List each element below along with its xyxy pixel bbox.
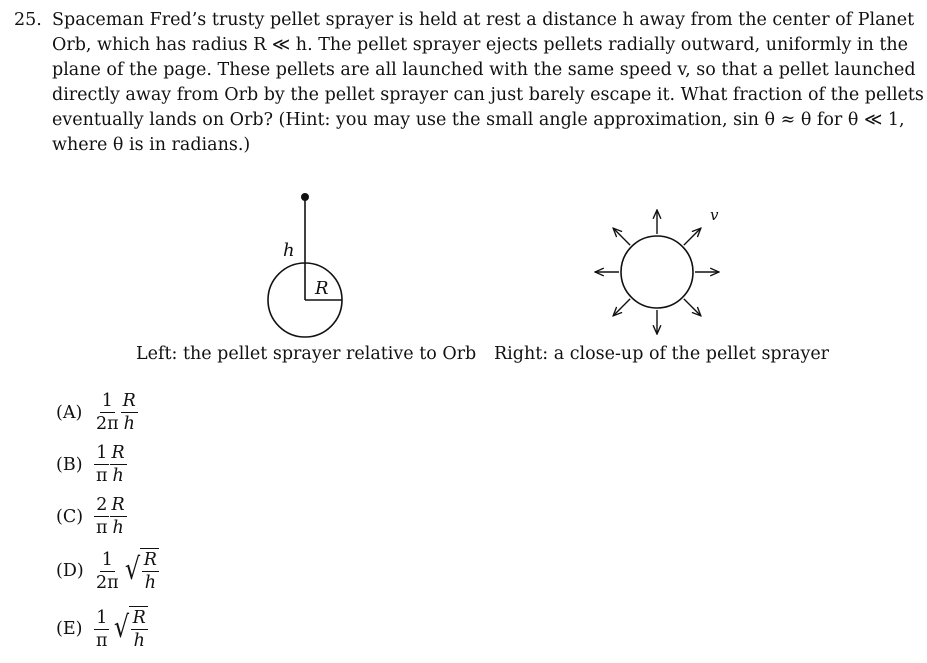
choice-b[interactable]	[56, 442, 127, 487]
right-diagram	[595, 206, 719, 334]
choice-label: (D)	[56, 561, 84, 581]
denominator: π	[96, 466, 108, 486]
denominator: 2π	[96, 572, 119, 593]
numerator: 1	[101, 391, 113, 411]
choice-label: (A)	[56, 402, 83, 423]
numerator: R	[122, 391, 136, 411]
numerator: 2	[96, 495, 108, 515]
problem-line-4: directly away from Orb by the pellet sprayer can just barely escape it. What fraction of the pellets	[52, 85, 924, 105]
velocity-arrow	[684, 228, 701, 245]
numerator: R	[143, 550, 157, 570]
sprayer-closeup	[621, 236, 693, 308]
numerator: 1	[96, 443, 108, 463]
v-label: v	[710, 206, 719, 224]
problem-line-3: plane of the page. These pellets are all launched with the same speed v, so that a pellet launched	[52, 60, 916, 80]
left-diagram	[268, 193, 342, 337]
velocity-arrow	[684, 299, 701, 316]
choice-expression	[94, 442, 127, 487]
sprayer-dot	[301, 193, 309, 201]
right-caption: Right: a close-up of the pellet sprayer	[494, 344, 830, 364]
choice-label: (C)	[56, 506, 84, 527]
velocity-arrow	[613, 228, 630, 245]
problem-line-5: eventually lands on Orb? (Hint: you may use the small angle approximation, sin θ ≈ θ for θ ≪ 1,	[52, 110, 905, 130]
choice-expression	[94, 548, 159, 594]
problem-line-6: where θ is in radians.)	[52, 135, 251, 155]
denominator: 2π	[96, 414, 119, 434]
denominator: π	[96, 518, 108, 538]
denominator: h	[112, 518, 124, 538]
choice-c[interactable]	[56, 494, 127, 539]
choice-expression	[94, 606, 148, 652]
h-label: h	[283, 240, 295, 261]
choice-expression	[94, 390, 138, 435]
square-root: √ $\frac{R}{h}$	[113, 608, 146, 651]
choice-label: (E)	[56, 619, 83, 639]
problem-number: 25.	[14, 10, 42, 30]
denominator: h	[133, 631, 145, 651]
choice-label: (B)	[56, 454, 83, 475]
denominator: π	[96, 630, 108, 651]
denominator: h	[123, 414, 135, 434]
denominator: h	[144, 573, 156, 593]
velocity-arrow	[613, 299, 630, 316]
numerator: R	[111, 443, 125, 463]
problem-line-2: Orb, which has radius R ≪ h. The pellet sprayer ejects pellets radially outward, uniformly in the	[52, 35, 908, 55]
numerator: R	[132, 608, 146, 628]
numerator: R	[111, 495, 125, 515]
R-label: R	[315, 278, 329, 299]
velocity-arrows	[595, 210, 719, 334]
choice-expression	[94, 494, 127, 539]
numerator: 1	[101, 549, 113, 570]
choice-e[interactable]	[56, 606, 148, 652]
denominator: h	[112, 466, 124, 486]
problem-line-1: Spaceman Fred’s trusty pellet sprayer is held at rest a distance h away from the center of Planet	[52, 10, 915, 30]
choice-a[interactable]	[56, 390, 138, 435]
choice-d[interactable]	[56, 548, 159, 594]
numerator: 1	[96, 607, 108, 628]
left-caption: Left: the pellet sprayer relative to Orb	[136, 344, 477, 364]
square-root: √ $\frac{R}{h}$	[124, 550, 157, 593]
